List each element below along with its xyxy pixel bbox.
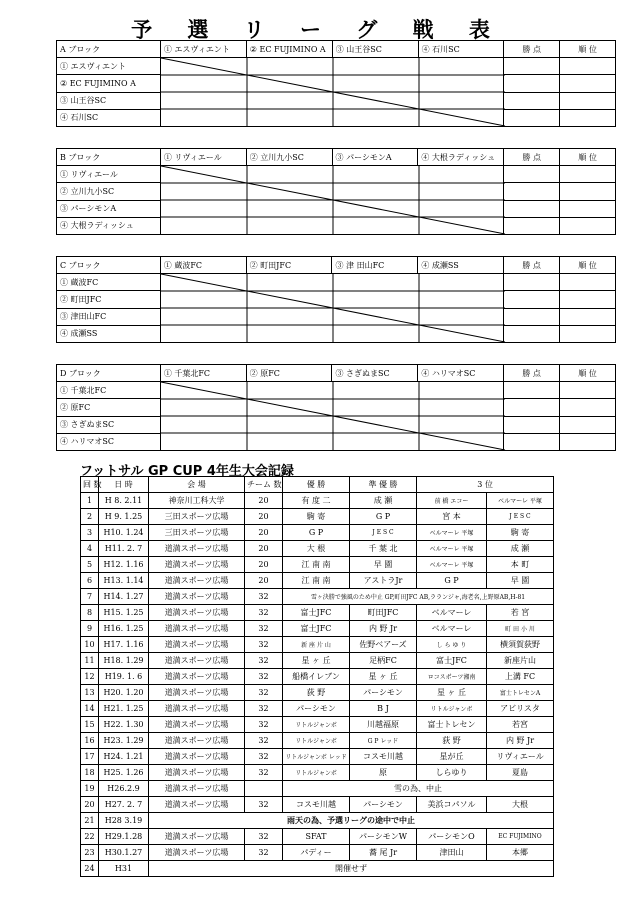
record-cell: H19. 1. 6 bbox=[99, 669, 149, 685]
record-cell: 道満スポーツ広場 bbox=[149, 765, 245, 781]
record-cell: 道満スポーツ広場 bbox=[149, 749, 245, 765]
record-cell: H20. 1.20 bbox=[99, 685, 149, 701]
record-header-row bbox=[81, 477, 554, 493]
row-team-name: ② 立川九小SC bbox=[57, 183, 161, 200]
record-header-cell: 会 場 bbox=[149, 477, 245, 493]
record-cell: 道満スポーツ広場 bbox=[149, 781, 245, 797]
points-cell bbox=[504, 291, 560, 308]
result-cell bbox=[160, 58, 503, 127]
record-cell: パーシモン bbox=[350, 685, 417, 701]
record-cell: パーシモン bbox=[350, 797, 417, 813]
rank-cell bbox=[560, 291, 616, 308]
record-cell: H29.1.28 bbox=[99, 829, 149, 845]
record-cell: 32 bbox=[245, 621, 283, 637]
record-row bbox=[81, 685, 554, 701]
record-cell: コスモ川越 bbox=[283, 797, 350, 813]
record-cell: H17. 1.16 bbox=[99, 637, 149, 653]
record-cell: 道満スポーツ広場 bbox=[149, 669, 245, 685]
rank-cell bbox=[560, 325, 616, 342]
record-cell: 23 bbox=[81, 845, 99, 861]
block-name: C ブロック bbox=[57, 257, 161, 274]
record-cell: 横須賀荻野 bbox=[487, 637, 554, 653]
record-cell: 早 園 bbox=[487, 573, 554, 589]
record-cell: H26.2.9 bbox=[99, 781, 149, 797]
record-cell: 32 bbox=[245, 653, 283, 669]
record-cell: 佐野ベアーズ bbox=[350, 637, 417, 653]
record-cell: 32 bbox=[245, 637, 283, 653]
record-cell: 32 bbox=[245, 845, 283, 861]
record-cell: 道満スポーツ広場 bbox=[149, 637, 245, 653]
record-cell: 雪ヶ決勝で強風のため中止 GP,町田JFC AB,ラランジャ,海老名,上野原AB,H-81 bbox=[283, 589, 554, 605]
record-cell: H 8. 2.11 bbox=[99, 493, 149, 509]
record-cell: パーシモンW bbox=[350, 829, 417, 845]
points-cell bbox=[504, 308, 560, 325]
points-cell bbox=[504, 166, 560, 183]
record-cell: 町田JFC bbox=[350, 605, 417, 621]
record-cell: 大 根 bbox=[283, 541, 350, 557]
rank-cell bbox=[560, 58, 616, 75]
record-cell: H14. 1.27 bbox=[99, 589, 149, 605]
points-cell bbox=[504, 58, 560, 75]
rank-cell bbox=[560, 166, 616, 183]
record-cell: リトルジャンボ bbox=[283, 717, 350, 733]
result-cell bbox=[160, 274, 503, 343]
row-team-name: ① エスヴィエント bbox=[57, 58, 161, 75]
record-cell: 1 bbox=[81, 493, 99, 509]
record-cell: 原 bbox=[350, 765, 417, 781]
row-team-name: ① 千葉北FC bbox=[57, 382, 161, 399]
record-cell: 17 bbox=[81, 749, 99, 765]
record-cell: 星 ヶ 丘 bbox=[350, 669, 417, 685]
column-team-header: ③ 津 田山FC bbox=[332, 257, 418, 274]
record-cell: G P レッド bbox=[350, 733, 417, 749]
record-cell: 7 bbox=[81, 589, 99, 605]
record-cell: コスモ川越 bbox=[350, 749, 417, 765]
record-cell: 内 野 Jr bbox=[487, 733, 554, 749]
record-row bbox=[81, 669, 554, 685]
row-team-name: ③ 山王谷SC bbox=[57, 92, 161, 109]
record-cell: し ら ゆ り bbox=[417, 637, 487, 653]
record-cell: 船橋イレブン bbox=[283, 669, 350, 685]
record-row bbox=[81, 701, 554, 717]
record-cell: 開催せず bbox=[149, 861, 554, 877]
column-team-header: ② EC FUJIMINO A bbox=[246, 41, 332, 58]
points-cell bbox=[504, 183, 560, 200]
record-row bbox=[81, 637, 554, 653]
record-cell: 道満スポーツ広場 bbox=[149, 829, 245, 845]
row-team-name: ④ ハリマオSC bbox=[57, 433, 161, 450]
record-cell: H22. 1.30 bbox=[99, 717, 149, 733]
record-cell: 江 南 南 bbox=[283, 573, 350, 589]
record-cell: 駒 寄 bbox=[487, 525, 554, 541]
record-cell: EC FUJIMINO bbox=[487, 829, 554, 845]
record-title: フットサル GP CUP 4年生大会記録 bbox=[80, 464, 294, 479]
record-cell: 富士JFC bbox=[283, 605, 350, 621]
record-cell: 上溝 FC bbox=[487, 669, 554, 685]
record-cell: 15 bbox=[81, 717, 99, 733]
record-cell: G P bbox=[417, 573, 487, 589]
record-cell: H25. 1.26 bbox=[99, 765, 149, 781]
record-cell: 若 宮 bbox=[487, 605, 554, 621]
record-cell: H21. 1.25 bbox=[99, 701, 149, 717]
record-cell: 道満スポーツ広場 bbox=[149, 573, 245, 589]
record-cell: H27. 2. 7 bbox=[99, 797, 149, 813]
record-cell: 6 bbox=[81, 573, 99, 589]
record-cell: 本 町 bbox=[487, 557, 554, 573]
record-cell: 荻 野 bbox=[283, 685, 350, 701]
record-row bbox=[81, 861, 554, 877]
record-header-cell: 日 時 bbox=[99, 477, 149, 493]
record-row bbox=[81, 541, 554, 557]
record-cell: 荻 野 bbox=[417, 733, 487, 749]
record-cell: ベルマーレ 平塚 bbox=[417, 557, 487, 573]
record-cell: 道満スポーツ広場 bbox=[149, 701, 245, 717]
record-cell: 9 bbox=[81, 621, 99, 637]
record-cell: 千 葉 北 bbox=[350, 541, 417, 557]
rank-header: 順 位 bbox=[560, 149, 616, 166]
record-cell: 3 bbox=[81, 525, 99, 541]
record-cell: 雨天の為、予選リーグの途中で中止 bbox=[149, 813, 554, 829]
record-row bbox=[81, 653, 554, 669]
league-table bbox=[56, 364, 616, 451]
record-cell: 22 bbox=[81, 829, 99, 845]
record-cell: リヴィエール bbox=[487, 749, 554, 765]
record-cell: リトルジャンボ bbox=[283, 765, 350, 781]
record-cell: 20 bbox=[81, 797, 99, 813]
rank-cell bbox=[560, 75, 616, 92]
record-cell: 宮 本 bbox=[417, 509, 487, 525]
record-cell: 2 bbox=[81, 509, 99, 525]
record-row bbox=[81, 717, 554, 733]
row-team-name: ④ 石川SC bbox=[57, 109, 161, 126]
record-cell: H13. 1.14 bbox=[99, 573, 149, 589]
record-cell: リトルジャンボ レッド bbox=[283, 749, 350, 765]
column-team-header: ④ 石川SC bbox=[418, 41, 504, 58]
points-cell bbox=[504, 92, 560, 109]
record-cell: 星が丘 bbox=[417, 749, 487, 765]
record-cell: パディー bbox=[283, 845, 350, 861]
record-cell: H23. 1.29 bbox=[99, 733, 149, 749]
record-row bbox=[81, 589, 554, 605]
row-team-name: ② EC FUJIMINO A bbox=[57, 75, 161, 92]
record-header-cell: チーム 数 bbox=[245, 477, 283, 493]
record-cell: H12. 1.16 bbox=[99, 557, 149, 573]
record-cell: 16 bbox=[81, 733, 99, 749]
column-team-header: ① 蔵波FC bbox=[160, 257, 246, 274]
column-team-header: ④ 大根ラディッシュ bbox=[418, 149, 504, 166]
points-header: 勝 点 bbox=[504, 257, 560, 274]
record-cell: 道満スポーツ広場 bbox=[149, 621, 245, 637]
rank-cell bbox=[560, 109, 616, 126]
record-cell: 32 bbox=[245, 589, 283, 605]
record-cell: 32 bbox=[245, 797, 283, 813]
column-team-header: ④ 成瀬SS bbox=[418, 257, 504, 274]
record-cell: 32 bbox=[245, 829, 283, 845]
record-row bbox=[81, 845, 554, 861]
record-cell: 早 園 bbox=[350, 557, 417, 573]
record-cell: 本郷 bbox=[487, 845, 554, 861]
rank-cell bbox=[560, 183, 616, 200]
column-team-header: ③ パーシモンA bbox=[332, 149, 418, 166]
record-cell: 川越福原 bbox=[350, 717, 417, 733]
record-cell: 20 bbox=[245, 557, 283, 573]
record-cell: 富士トレセンA bbox=[487, 685, 554, 701]
record-cell: 富士JFC bbox=[283, 621, 350, 637]
points-header: 勝 点 bbox=[504, 365, 560, 382]
record-cell: 14 bbox=[81, 701, 99, 717]
diagonal-grid bbox=[161, 166, 505, 234]
rank-cell bbox=[560, 382, 616, 399]
record-cell: 道満スポーツ広場 bbox=[149, 685, 245, 701]
record-cell: H 9. 1.25 bbox=[99, 509, 149, 525]
record-cell: 13 bbox=[81, 685, 99, 701]
record-row bbox=[81, 557, 554, 573]
row-team-name: ④ 大根ラディッシュ bbox=[57, 217, 161, 234]
record-row bbox=[81, 525, 554, 541]
record-cell: J E S C bbox=[350, 525, 417, 541]
record-cell: リトルジャンボ bbox=[417, 701, 487, 717]
record-cell: H18. 1.29 bbox=[99, 653, 149, 669]
rank-cell bbox=[560, 274, 616, 291]
record-row bbox=[81, 573, 554, 589]
record-cell: 前 橋 エコー bbox=[417, 493, 487, 509]
column-team-header: ④ ハリマオSC bbox=[418, 365, 504, 382]
record-row bbox=[81, 797, 554, 813]
record-cell: H15. 1.25 bbox=[99, 605, 149, 621]
points-cell bbox=[504, 325, 560, 342]
record-row bbox=[81, 621, 554, 637]
column-team-header: ① 千葉北FC bbox=[160, 365, 246, 382]
points-cell bbox=[504, 382, 560, 399]
rank-header: 順 位 bbox=[560, 257, 616, 274]
points-cell bbox=[504, 109, 560, 126]
record-cell: 32 bbox=[245, 749, 283, 765]
column-team-header: ② 原FC bbox=[246, 365, 332, 382]
column-team-header: ① エスヴィエント bbox=[160, 41, 246, 58]
diagonal-grid bbox=[161, 274, 505, 342]
points-header: 勝 点 bbox=[504, 41, 560, 58]
record-cell: 新 座 片 山 bbox=[283, 637, 350, 653]
points-cell bbox=[504, 274, 560, 291]
rank-cell bbox=[560, 433, 616, 450]
rank-cell bbox=[560, 416, 616, 433]
record-cell: 神奈川工科大学 bbox=[149, 493, 245, 509]
record-cell: 夏島 bbox=[487, 765, 554, 781]
record-cell: 8 bbox=[81, 605, 99, 621]
record-cell: H10. 1.24 bbox=[99, 525, 149, 541]
record-cell: ロコスポーツ湘南 bbox=[417, 669, 487, 685]
points-cell bbox=[504, 75, 560, 92]
league-table bbox=[56, 148, 616, 235]
record-cell: 成 瀬 bbox=[350, 493, 417, 509]
record-cell: 美浜コパソル bbox=[417, 797, 487, 813]
result-cell bbox=[160, 382, 503, 451]
record-cell: 蕎 尾 Jr bbox=[350, 845, 417, 861]
rank-cell bbox=[560, 217, 616, 234]
record-cell: 20 bbox=[245, 573, 283, 589]
points-cell bbox=[504, 433, 560, 450]
record-cell: 大根 bbox=[487, 797, 554, 813]
row-team-name: ① 蔵波FC bbox=[57, 274, 161, 291]
record-cell: H31 bbox=[99, 861, 149, 877]
record-cell: 道満スポーツ広場 bbox=[149, 541, 245, 557]
record-cell: 雪の為、中止 bbox=[283, 781, 554, 797]
record-cell: ベルマーレ 平塚 bbox=[417, 525, 487, 541]
record-cell: 駒 寄 bbox=[283, 509, 350, 525]
result-cell bbox=[160, 166, 503, 235]
record-cell: 星 ヶ 丘 bbox=[417, 685, 487, 701]
record-cell: 18 bbox=[81, 765, 99, 781]
record-cell: 若宮 bbox=[487, 717, 554, 733]
row-team-name: ② 原FC bbox=[57, 399, 161, 416]
record-row bbox=[81, 829, 554, 845]
column-team-header: ① リヴィエール bbox=[160, 149, 246, 166]
record-cell: 新座片山 bbox=[487, 653, 554, 669]
record-cell: 32 bbox=[245, 733, 283, 749]
record-cell: 道満スポーツ広場 bbox=[149, 797, 245, 813]
row-team-name: ③ さぎぬまSC bbox=[57, 416, 161, 433]
record-cell: 4 bbox=[81, 541, 99, 557]
row-team-name: ③ パーシモンA bbox=[57, 200, 161, 217]
record-cell: 32 bbox=[245, 669, 283, 685]
record-cell: 江 南 南 bbox=[283, 557, 350, 573]
rank-cell bbox=[560, 92, 616, 109]
record-cell: 津田山 bbox=[417, 845, 487, 861]
record-cell: ベルマーレ bbox=[417, 605, 487, 621]
record-cell: 32 bbox=[245, 701, 283, 717]
record-row bbox=[81, 749, 554, 765]
record-cell: ベルマーレ 平塚 bbox=[417, 541, 487, 557]
record-cell: 内 野 Jr bbox=[350, 621, 417, 637]
block-name: A ブロック bbox=[57, 41, 161, 58]
points-cell bbox=[504, 200, 560, 217]
record-cell: しらゆり bbox=[417, 765, 487, 781]
rank-cell bbox=[560, 399, 616, 416]
diagonal-grid bbox=[161, 382, 505, 450]
record-cell: パーシモンO bbox=[417, 829, 487, 845]
record-cell: SFAT bbox=[283, 829, 350, 845]
row-team-name: ② 町田JFC bbox=[57, 291, 161, 308]
record-cell: 5 bbox=[81, 557, 99, 573]
record-cell: B J bbox=[350, 701, 417, 717]
record-cell: H24. 1.21 bbox=[99, 749, 149, 765]
record-table bbox=[80, 476, 554, 877]
column-team-header: ② 立川九小SC bbox=[246, 149, 332, 166]
record-cell: 道満スポーツ広場 bbox=[149, 733, 245, 749]
record-cell: 32 bbox=[245, 765, 283, 781]
record-cell: 24 bbox=[81, 861, 99, 877]
diagonal-grid bbox=[161, 58, 505, 126]
record-cell: 道満スポーツ広場 bbox=[149, 589, 245, 605]
record-cell: 19 bbox=[81, 781, 99, 797]
record-cell: 道満スポーツ広場 bbox=[149, 605, 245, 621]
rank-cell bbox=[560, 308, 616, 325]
record-header-cell: 優 勝 bbox=[283, 477, 350, 493]
record-row bbox=[81, 733, 554, 749]
record-cell: 20 bbox=[245, 525, 283, 541]
record-cell: 成 瀬 bbox=[487, 541, 554, 557]
row-team-name: ① リヴィエール bbox=[57, 166, 161, 183]
record-cell: 11 bbox=[81, 653, 99, 669]
points-cell bbox=[504, 399, 560, 416]
page-title: 予 選 リ ー グ 戦 表 bbox=[131, 17, 504, 42]
row-team-name: ③ 津田山FC bbox=[57, 308, 161, 325]
record-cell: 21 bbox=[81, 813, 99, 829]
record-cell bbox=[245, 781, 283, 797]
record-header-cell: 回 数 bbox=[81, 477, 99, 493]
points-cell bbox=[504, 416, 560, 433]
rank-header: 順 位 bbox=[560, 41, 616, 58]
record-cell: 20 bbox=[245, 509, 283, 525]
record-row bbox=[81, 493, 554, 509]
record-cell: 20 bbox=[245, 493, 283, 509]
column-team-header: ③ 山王谷SC bbox=[332, 41, 418, 58]
record-cell: ベルマーレ 平塚 bbox=[487, 493, 554, 509]
record-row bbox=[81, 605, 554, 621]
record-cell: 20 bbox=[245, 541, 283, 557]
block-name: B ブロック bbox=[57, 149, 161, 166]
record-cell: 有 度 二 bbox=[283, 493, 350, 509]
record-cell: 三田スポーツ広場 bbox=[149, 509, 245, 525]
record-cell: 富士JFC bbox=[417, 653, 487, 669]
column-team-header: ③ さぎぬまSC bbox=[332, 365, 418, 382]
column-team-header: ② 町田JFC bbox=[246, 257, 332, 274]
record-cell: H28 3.19 bbox=[99, 813, 149, 829]
record-cell: 道満スポーツ広場 bbox=[149, 845, 245, 861]
record-cell: 道満スポーツ広場 bbox=[149, 717, 245, 733]
record-row bbox=[81, 509, 554, 525]
record-header-cell: 準 優 勝 bbox=[350, 477, 417, 493]
rank-header: 順 位 bbox=[560, 365, 616, 382]
record-row bbox=[81, 813, 554, 829]
record-cell: 道満スポーツ広場 bbox=[149, 653, 245, 669]
record-cell: 道満スポーツ広場 bbox=[149, 557, 245, 573]
record-cell: G P bbox=[350, 509, 417, 525]
record-header-cell: 3 位 bbox=[417, 477, 554, 493]
record-cell: 足柄FC bbox=[350, 653, 417, 669]
record-row bbox=[81, 765, 554, 781]
points-header: 勝 点 bbox=[504, 149, 560, 166]
points-cell bbox=[504, 217, 560, 234]
record-cell: J E S C bbox=[487, 509, 554, 525]
record-cell: H30.1.27 bbox=[99, 845, 149, 861]
rank-cell bbox=[560, 200, 616, 217]
record-cell: アビリスタ bbox=[487, 701, 554, 717]
record-cell: 12 bbox=[81, 669, 99, 685]
record-cell: H16. 1.25 bbox=[99, 621, 149, 637]
record-cell: 町 田 小 川 bbox=[487, 621, 554, 637]
record-cell: 星 ヶ 丘 bbox=[283, 653, 350, 669]
record-cell: 32 bbox=[245, 717, 283, 733]
record-cell: 富士トレセン bbox=[417, 717, 487, 733]
league-table bbox=[56, 256, 616, 343]
record-cell: ベルマーレ bbox=[417, 621, 487, 637]
record-cell: パーシモン bbox=[283, 701, 350, 717]
record-cell: リトルジャンボ bbox=[283, 733, 350, 749]
record-cell: 32 bbox=[245, 685, 283, 701]
record-cell: アストラJr bbox=[350, 573, 417, 589]
record-row bbox=[81, 781, 554, 797]
record-cell: 三田スポーツ広場 bbox=[149, 525, 245, 541]
record-cell: 32 bbox=[245, 605, 283, 621]
block-name: D ブロック bbox=[57, 365, 161, 382]
row-team-name: ④ 成瀬SS bbox=[57, 325, 161, 342]
record-cell: G P bbox=[283, 525, 350, 541]
record-cell: 10 bbox=[81, 637, 99, 653]
record-cell: H11. 2. 7 bbox=[99, 541, 149, 557]
league-table bbox=[56, 40, 616, 127]
